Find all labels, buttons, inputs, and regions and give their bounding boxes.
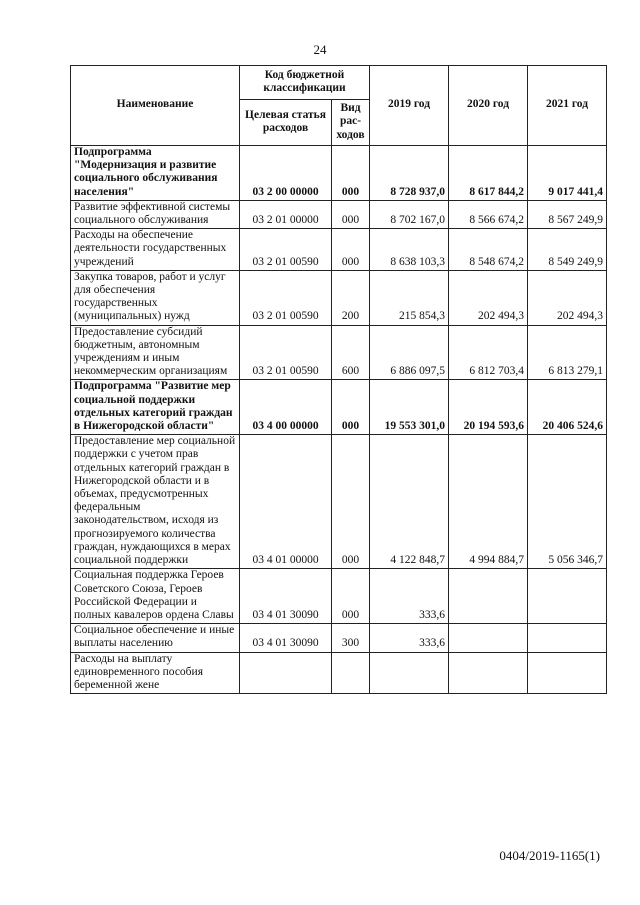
row-value-2020: 6 812 703,4 [449, 325, 528, 380]
header-name: Наименование [71, 66, 240, 146]
row-value-2020 [449, 652, 528, 694]
row-value-2020: 20 194 593,6 [449, 380, 528, 435]
row-target-code: 03 4 01 30090 [240, 569, 332, 624]
header-2020: 2020 год [449, 66, 528, 146]
row-expense-type: 000 [332, 146, 370, 201]
table-row [71, 325, 607, 380]
row-name: Предоставление мер социальной поддержки с учетом прав отдельных категорий граждан в Нижегородской области и в объемах, предусмотренных федеральным законодательством, исходя из прогнозируемого количества граждан, нуждающихся в мерах социальной поддержки [71, 435, 240, 569]
row-expense-type: 300 [332, 624, 370, 652]
row-value-2021: 8 549 249,9 [528, 229, 607, 271]
header-code-group: Код бюджетной классификации [240, 66, 370, 100]
row-name: Предоставление субсидий бюджетным, автономным учреждениям и иным некоммерческим организациям [71, 325, 240, 380]
row-value-2020 [449, 624, 528, 652]
row-value-2021: 6 813 279,1 [528, 325, 607, 380]
row-value-2021: 20 406 524,6 [528, 380, 607, 435]
row-name: Расходы на выплату единовременного пособия беременной жене [71, 652, 240, 694]
document-number: 0404/2019-1165(1) [499, 848, 600, 863]
header-target-article: Целевая статья расходов [240, 100, 332, 146]
row-expense-type: 000 [332, 380, 370, 435]
row-target-code: 03 2 01 00590 [240, 229, 332, 271]
row-target-code: 03 2 01 00590 [240, 325, 332, 380]
row-name: Подпрограмма "Развитие мер социальной поддержки отдельных категорий граждан в Нижегородской области" [71, 380, 240, 435]
row-value-2021 [528, 569, 607, 624]
row-value-2019 [370, 652, 449, 694]
row-value-2021 [528, 624, 607, 652]
row-name: Социальная поддержка Героев Советского Союза, Героев Российской Федерации и полных кавалеров ордена Славы [71, 569, 240, 624]
row-expense-type: 600 [332, 325, 370, 380]
row-expense-type: 000 [332, 200, 370, 228]
row-target-code: 03 4 01 30090 [240, 624, 332, 652]
header-2021: 2021 год [528, 66, 607, 146]
row-value-2020: 4 994 884,7 [449, 435, 528, 569]
row-value-2021: 202 494,3 [528, 270, 607, 325]
row-name: Подпрограмма "Модернизация и развитие социального обслуживания населения" [71, 146, 240, 201]
row-value-2021: 8 567 249,9 [528, 200, 607, 228]
row-value-2021: 5 056 346,7 [528, 435, 607, 569]
row-value-2020 [449, 569, 528, 624]
row-expense-type: 000 [332, 569, 370, 624]
row-expense-type: 000 [332, 435, 370, 569]
page-number: 24 [313, 42, 327, 57]
table-row [71, 380, 607, 435]
row-target-code: 03 4 01 00000 [240, 435, 332, 569]
row-value-2019: 8 728 937,0 [370, 146, 449, 201]
row-value-2019: 333,6 [370, 569, 449, 624]
row-value-2019: 215 854,3 [370, 270, 449, 325]
row-value-2019: 6 886 097,5 [370, 325, 449, 380]
row-value-2019: 19 553 301,0 [370, 380, 449, 435]
table-row [71, 200, 607, 228]
row-name: Развитие эффективной системы социального обслуживания [71, 200, 240, 228]
row-target-code: 03 2 01 00000 [240, 200, 332, 228]
header-expense-type: Вид рас-ходов [332, 100, 370, 146]
table-row [71, 624, 607, 652]
row-target-code [240, 652, 332, 694]
table-row [71, 270, 607, 325]
row-value-2020: 202 494,3 [449, 270, 528, 325]
row-value-2019: 8 702 167,0 [370, 200, 449, 228]
row-value-2021 [528, 652, 607, 694]
row-name: Расходы на обеспечение деятельности государственных учреждений [71, 229, 240, 271]
row-target-code: 03 4 00 00000 [240, 380, 332, 435]
table-row [71, 146, 607, 201]
row-name: Социальное обеспечение и иные выплаты населению [71, 624, 240, 652]
row-name: Закупка товаров, работ и услуг для обеспечения государственных (муниципальных) нужд [71, 270, 240, 325]
row-expense-type: 000 [332, 229, 370, 271]
table-row [71, 229, 607, 271]
table-row [71, 652, 607, 694]
table-row [71, 435, 607, 569]
table-row [71, 569, 607, 624]
header-2019: 2019 год [370, 66, 449, 146]
row-value-2020: 8 566 674,2 [449, 200, 528, 228]
row-target-code: 03 2 00 00000 [240, 146, 332, 201]
row-value-2021: 9 017 441,4 [528, 146, 607, 201]
row-value-2020: 8 548 674,2 [449, 229, 528, 271]
row-value-2019: 333,6 [370, 624, 449, 652]
row-value-2019: 4 122 848,7 [370, 435, 449, 569]
row-value-2019: 8 638 103,3 [370, 229, 449, 271]
row-expense-type [332, 652, 370, 694]
row-target-code: 03 2 01 00590 [240, 270, 332, 325]
row-value-2020: 8 617 844,2 [449, 146, 528, 201]
row-expense-type: 200 [332, 270, 370, 325]
budget-table [70, 65, 607, 694]
